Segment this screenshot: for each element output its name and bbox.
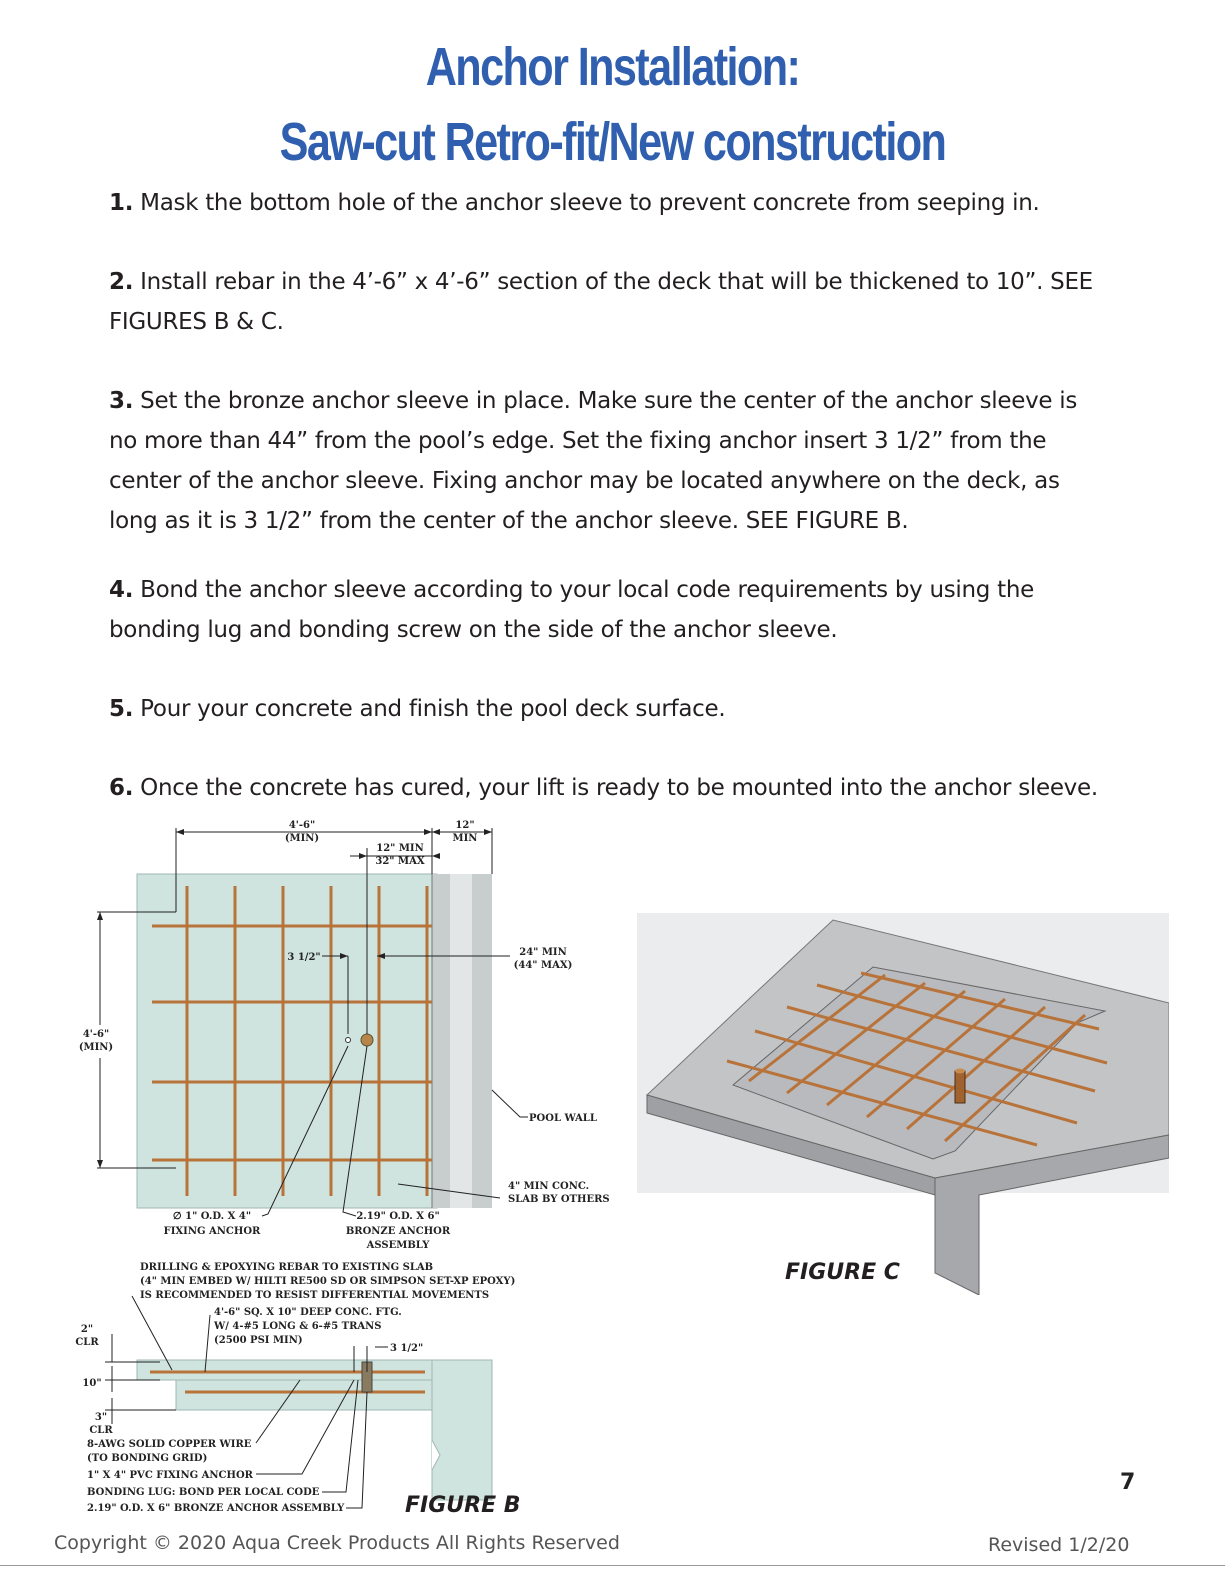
step-text: Install rebar in the 4’-6” x 4’-6” section of the deck that will be thickened to 10”. SEE FIGURES B & C. xyxy=(109,269,1093,335)
section-pool-wall xyxy=(432,1360,492,1500)
fixing-anchor xyxy=(346,1038,351,1043)
section-note: (4" MIN EMBED W/ HILTI RE500 SD OR SIMPSON SET-XP EPOXY) xyxy=(140,1276,516,1287)
section-footing xyxy=(176,1380,432,1410)
step-number: 2. xyxy=(109,269,134,295)
footer-revised: Revised 1/2/20 xyxy=(988,1534,1130,1556)
fixing-anchor-label: FIXING ANCHOR xyxy=(163,1226,261,1237)
page-number: 7 xyxy=(1120,1470,1136,1495)
step-6 xyxy=(109,768,1149,808)
figure-b-drawing xyxy=(0,810,640,1520)
wire-label: 8-AWG SOLID COPPER WIRE xyxy=(87,1439,252,1450)
bronze-anchor-label: BRONZE ANCHOR xyxy=(345,1226,451,1237)
fix-offset-label: 3 1/2" xyxy=(390,1343,424,1354)
step-number: 5. xyxy=(109,696,134,722)
dim-edge-label: (44" MAX) xyxy=(513,960,573,971)
sleeve-label: 2.19" O.D. X 6" BRONZE ANCHOR ASSEMBLY xyxy=(87,1503,345,1514)
bronze-anchor xyxy=(361,1034,373,1046)
dim-width-label: (MIN) xyxy=(284,833,320,844)
footing-label: W/ 4-#5 LONG & 6-#5 TRANS xyxy=(214,1321,382,1332)
step-2 xyxy=(109,262,1109,342)
pvc-label: 1" X 4" PVC FIXING ANCHOR xyxy=(87,1470,253,1481)
dim-wall-label: 12" xyxy=(455,820,475,831)
bronze-anchor-label: ASSEMBLY xyxy=(366,1240,430,1251)
page-title: Anchor Installation: xyxy=(425,37,800,97)
bronze-anchor-label: 2.19" O.D. X 6" xyxy=(356,1211,440,1222)
page-subtitle: Saw-cut Retro-fit/New construction xyxy=(279,112,946,172)
section-note: IS RECOMMENDED TO RESIST DIFFERENTIAL MOVEMENTS xyxy=(140,1290,490,1301)
dim-height-label: 4'-6" xyxy=(82,1029,110,1040)
step-4 xyxy=(109,570,1109,650)
lug-label: BONDING LUG: BOND PER LOCAL CODE xyxy=(87,1487,320,1498)
dim-wall-label: MIN xyxy=(452,833,478,844)
dim-sleeve-label: 12" MIN xyxy=(376,843,424,854)
clr-top-label: 2" xyxy=(80,1324,94,1335)
dim-edge-label: 24" MIN xyxy=(519,947,567,958)
step-3 xyxy=(109,381,1109,541)
step-number: 4. xyxy=(109,577,134,603)
depth-label: 10" xyxy=(82,1378,102,1389)
slab-label: 4" MIN CONC. xyxy=(508,1181,590,1192)
step-text: Mask the bottom hole of the anchor sleeve to prevent concrete from seeping in. xyxy=(133,190,1040,216)
dim-height-label: (MIN) xyxy=(78,1042,114,1053)
dim-width-label: 4'-6" xyxy=(288,820,316,831)
footing-label: 4'-6" SQ. X 10" DEEP CONC. FTG. xyxy=(214,1307,402,1318)
footer-copyright: Copyright © 2020 Aqua Creek Products All Rights Reserved xyxy=(54,1532,620,1554)
dim-fix-label: 3 1/2" xyxy=(287,952,321,963)
dim-sleeve-label: 32" MAX xyxy=(375,856,425,867)
footer-rule xyxy=(0,1565,1225,1566)
section-note: DRILLING & EPOXYING REBAR TO EXISTING SLAB xyxy=(140,1262,434,1273)
step-5 xyxy=(109,689,1109,729)
step-number: 6. xyxy=(109,775,134,801)
figure-c-caption: FIGURE C xyxy=(785,1260,900,1285)
anchor-sleeve-3d xyxy=(955,1071,965,1103)
clr-top-label: CLR xyxy=(75,1337,99,1348)
step-number: 1. xyxy=(109,190,134,216)
clr-bottom-label: CLR xyxy=(89,1425,113,1436)
step-text: Pour your concrete and finish the pool deck surface. xyxy=(133,696,726,722)
slab-area xyxy=(137,874,437,1208)
step-1 xyxy=(109,183,1109,223)
footing-label: (2500 PSI MIN) xyxy=(214,1335,303,1346)
section-slab xyxy=(137,1360,437,1380)
pool-wall-label: POOL WALL xyxy=(529,1113,597,1124)
step-text: Bond the anchor sleeve according to your local code requirements by using the bonding lug and bonding screw on the side of the anchor sleeve. xyxy=(109,577,1034,643)
step-text: Once the concrete has cured, your lift is ready to be mounted into the anchor sleeve. xyxy=(133,775,1098,801)
step-number: 3. xyxy=(109,388,134,414)
step-text: Set the bronze anchor sleeve in place. Make sure the center of the anchor sleeve is no more than 44” from the pool’s edge. Set the fixing anchor insert 3 1/2” from the center of the anchor sleeve. Fixing anchor may be located anywhere on the deck, as long as it is 3 1/2” from the center of the anchor sleeve. SEE FIGURE B. xyxy=(109,388,1078,534)
clr-bottom-label: 3" xyxy=(94,1412,108,1423)
figure-b-caption: FIGURE B xyxy=(405,1493,521,1518)
slab-label: SLAB BY OTHERS xyxy=(508,1194,610,1205)
fixing-anchor-label: ∅ 1" O.D. X 4" xyxy=(172,1211,252,1222)
wire-label: (TO BONDING GRID) xyxy=(87,1453,208,1464)
figure-c-drawing xyxy=(637,913,1169,1295)
